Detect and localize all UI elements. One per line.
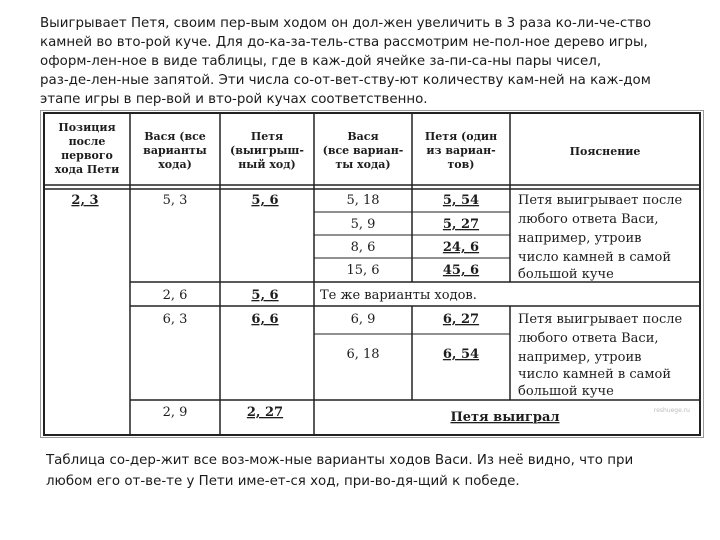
header-petya2-3: тов)	[447, 158, 475, 171]
explanation-line: число камней в самой	[518, 367, 671, 382]
intro-line: камней во вто-рой куче. Для до-ка-за-тель-ства рассмотрим не-пол-ное дерево игры,	[40, 35, 648, 50]
cell-petya2: 6, 27	[442, 312, 480, 327]
explanation-line: например, утроив	[518, 231, 642, 246]
intro-line: раз-де-лен-ные запятой. Эти числа со-от-вет-ству-ют количеству кам-ней на каж-дом	[40, 73, 651, 88]
header-petya2-2: из вариан-	[426, 144, 496, 157]
cell-petya2: 5, 27	[442, 217, 480, 232]
header-petya1-1: Петя	[250, 130, 284, 143]
cell-vasya1: 5, 3	[162, 193, 188, 208]
explanation-line: Петя выигрывает после	[518, 193, 683, 208]
explanation-line: например, утроив	[518, 350, 642, 365]
cell-position: 2, 3	[71, 193, 99, 208]
cell-petya1: 6, 6	[251, 312, 279, 327]
cell-vasya2: 6, 18	[346, 347, 380, 362]
cell-petya2: 6, 54	[442, 347, 480, 362]
petya-won-label: Петя выиграл	[450, 410, 560, 425]
explanation-line: любого ответа Васи,	[518, 212, 659, 227]
outro-line: любом его от-ве-те у Пети име-ет-ся ход, при-во-дя-щий к победе.	[46, 474, 520, 489]
header-petya1-2: (выигрыш-	[230, 144, 304, 157]
header-petya2-1: Петя (один	[424, 130, 498, 143]
header-position-1: Позиция	[58, 121, 116, 134]
cell-vasya1: 2, 9	[162, 405, 188, 420]
header-vasya1-1: Вася (все	[144, 130, 206, 143]
same-moves-note: Те же варианты ходов.	[320, 288, 477, 303]
cell-petya1: 2, 27	[246, 405, 284, 420]
explanation-line: Петя выигрывает после	[518, 312, 683, 327]
header-position-2: после	[68, 135, 106, 148]
header-position-3: первого	[61, 149, 113, 162]
cell-vasya1: 2, 6	[162, 288, 188, 303]
cell-vasya2: 15, 6	[346, 263, 380, 278]
header-vasya2-3: ты хода)	[335, 158, 391, 171]
explanation-line: большой куче	[518, 267, 614, 282]
header-explanation: Пояснение	[569, 145, 641, 158]
cell-vasya2: 5, 18	[346, 193, 380, 208]
header-vasya1-2: варианты	[143, 144, 207, 157]
cell-vasya1: 6, 3	[162, 312, 188, 327]
watermark: reshuege.ru	[653, 407, 690, 414]
header-vasya2-2: (все вариан-	[322, 144, 404, 157]
cell-petya2: 5, 54	[442, 193, 480, 208]
cell-vasya2: 6, 9	[350, 312, 376, 327]
explanation-line: число камней в самой	[518, 250, 671, 265]
cell-petya1: 5, 6	[251, 288, 279, 303]
header-petya1-3: ный ход)	[238, 158, 296, 171]
cell-petya2: 45, 6	[442, 263, 480, 278]
outro-paragraph	[46, 450, 706, 492]
cell-vasya2: 5, 9	[350, 217, 376, 232]
header-position-4: хода Пети	[54, 163, 120, 176]
explanation-line: большой куче	[518, 384, 614, 399]
header-vasya2-1: Вася	[347, 130, 379, 143]
explanation-line: любого ответа Васи,	[518, 331, 659, 346]
intro-line: оформ-лен-ное в виде таблицы, где в каж-дой ячейке за-пи-са-ны пары чисел,	[40, 54, 602, 69]
cell-petya2: 24, 6	[442, 240, 480, 255]
intro-line: этапе игры в пер-вой и вто-рой кучах соответственно.	[40, 92, 428, 107]
cell-vasya2: 8, 6	[350, 240, 376, 255]
outro-line: Таблица со-дер-жит все воз-мож-ные варианты ходов Васи. Из неё видно, что при	[46, 453, 634, 468]
intro-line: Выигрывает Петя, своим пер-вым ходом он дол-жен увеличить в 3 раза ко-ли-че-ство	[40, 16, 652, 31]
header-vasya1-3: хода)	[158, 158, 192, 171]
cell-petya1: 5, 6	[251, 193, 279, 208]
